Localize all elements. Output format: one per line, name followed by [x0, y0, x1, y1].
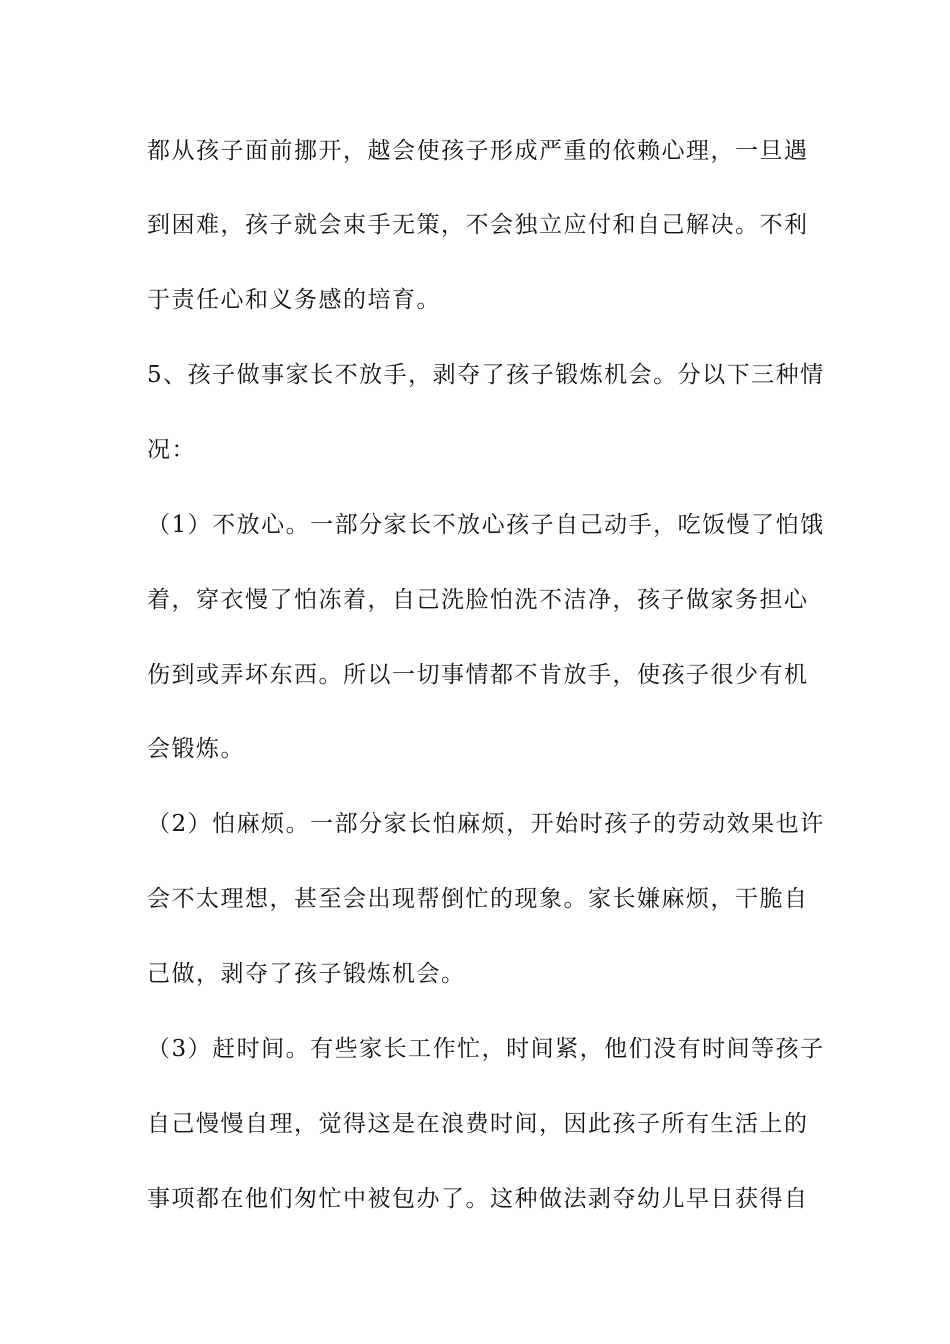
- text-line: 于责任心和义务感的培育。: [147, 287, 441, 313]
- text-line: 都从孩子面前挪开，越会使孩子形成严重的依赖心理，一旦遇: [147, 138, 809, 164]
- text-line: 己做，剥夺了孩子锻炼机会。: [147, 961, 466, 987]
- text-line: 5、孩子做事家长不放手，剥夺了孩子锻炼机会。分以下三种情: [147, 362, 825, 388]
- text-line: （3）赶时间。有些家长工作忙，时间紧，他们没有时间等孩子: [147, 1036, 825, 1062]
- text-line: 会不太理想，甚至会出现帮倒忙的现象。家长嫌麻烦，干脆自: [147, 886, 809, 912]
- text-line: 事项都在他们匆忙中被包办了。这种做法剥夺幼儿早日获得自: [147, 1186, 809, 1212]
- text-line: 着，穿衣慢了怕冻着，自己洗脸怕洗不洁净，孩子做家务担心: [147, 587, 809, 613]
- text-line: 会锻炼。: [147, 736, 245, 762]
- text-line: 自己慢慢自理，觉得这是在浪费时间，因此孩子所有生活上的: [147, 1111, 809, 1137]
- text-line: （1）不放心。一部分家长不放心孩子自己动手，吃饭慢了怕饿: [147, 512, 825, 538]
- text-line: 伤到或弄坏东西。所以一切事情都不肯放手，使孩子很少有机: [147, 662, 809, 688]
- text-line: 到困难，孩子就会束手无策，不会独立应付和自己解决。不利: [147, 212, 809, 238]
- text-line: 况：: [147, 437, 196, 463]
- text-line: （2）怕麻烦。一部分家长怕麻烦，开始时孩子的劳动效果也许: [147, 811, 825, 837]
